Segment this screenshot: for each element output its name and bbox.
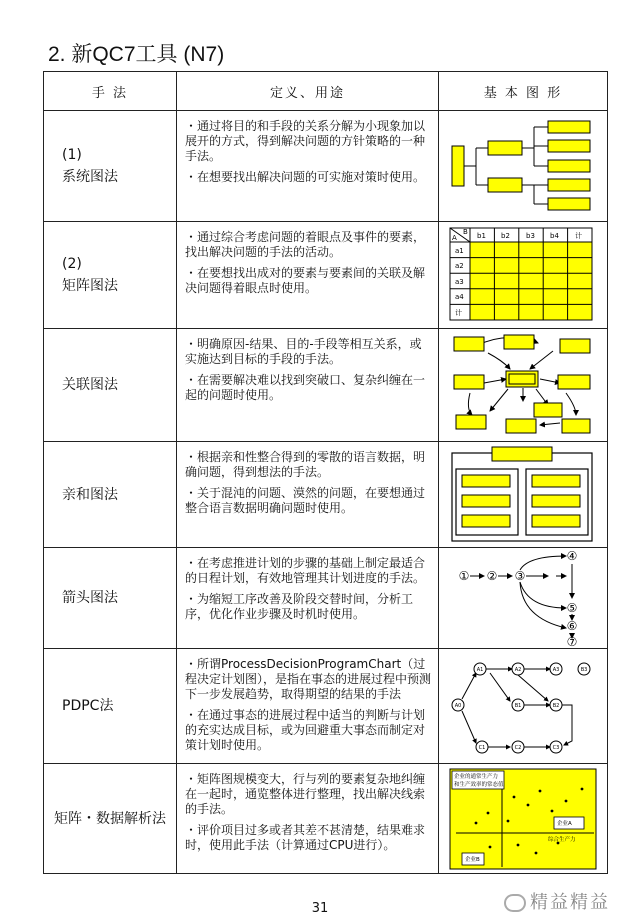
figure-cell xyxy=(439,764,608,874)
matrix-diagram xyxy=(448,226,598,324)
method-number: (2) xyxy=(62,256,82,272)
method-desc xyxy=(177,764,439,874)
scatter-x-label: 综合生产力 xyxy=(548,836,576,843)
matrix-row-label: 计 xyxy=(455,309,462,317)
scatter-point-label: 企业B xyxy=(465,856,480,863)
method-desc xyxy=(177,111,439,222)
method-name-cell xyxy=(44,649,177,764)
pdpc-node: B2 xyxy=(552,703,560,709)
desc-line: ・在想要找出解决问题的可实施对策时使用。 xyxy=(185,170,426,184)
header-definition: 定义、用途 xyxy=(177,72,439,111)
table-row xyxy=(44,111,608,222)
method-desc xyxy=(177,329,439,442)
matrix-col-label: 计 xyxy=(575,232,582,240)
header-figure: 基 本 图 形 xyxy=(439,72,608,111)
figure-cell xyxy=(439,222,608,329)
pdpc-node: B3 xyxy=(580,667,588,673)
desc-line: ・为缩短工序改善及阶段交替时间，分析工序，优化作业步骤及时机时使用。 xyxy=(185,592,414,621)
affinity-diagram xyxy=(448,445,598,545)
table-row xyxy=(44,764,608,874)
method-name-cell xyxy=(44,111,177,222)
method-name-cell xyxy=(44,329,177,442)
desc-line: ・在考虑推进计划的步骤的基础上制定最适合的日程计划，有效地管理其计划进度的手法。 xyxy=(185,556,426,585)
method-number: (1) xyxy=(62,147,82,163)
scatter-y-label: 企业的通常生产力 xyxy=(454,773,499,780)
matrix-col-label: b4 xyxy=(550,232,559,240)
method-name: 亲和图法 xyxy=(62,486,118,503)
arrow-node: ① xyxy=(458,569,470,583)
desc-line: ・评价项目过多或者其差不甚清楚，结果难求时，使用此手法（计算通过CPU进行）。 xyxy=(185,823,426,852)
pdpc-node: A0 xyxy=(454,703,462,709)
arrow-node: ⑥ xyxy=(566,619,578,633)
method-desc xyxy=(177,649,439,764)
desc-line: ・在通过事态的进展过程中适当的判断与计划的充实达成目标，或为回避重大事态而制定对策计划时使用。 xyxy=(185,708,426,752)
method-name: 矩阵・数据解析法 xyxy=(54,810,166,827)
arrow-node: ⑤ xyxy=(566,601,578,615)
method-name-cell xyxy=(44,222,177,329)
arrow-node: ② xyxy=(486,569,498,583)
method-desc xyxy=(177,442,439,548)
arrow-node: ④ xyxy=(566,549,578,563)
method-name: 矩阵图法 xyxy=(62,278,118,294)
table-row xyxy=(44,329,608,442)
scatter-y-label: 和生产效率的常态值 xyxy=(454,781,504,788)
arrow-node: ③ xyxy=(514,569,526,583)
matrix-row-label: a2 xyxy=(455,262,464,270)
n7-table xyxy=(43,71,608,874)
desc-line: ・明确原因-结果、目的-手段等相互关系，或实施达到目标的手段的手法。 xyxy=(185,337,422,366)
scatter-diagram xyxy=(448,767,598,871)
method-name: 关联图法 xyxy=(62,377,118,393)
matrix-row-label: a4 xyxy=(455,293,464,301)
desc-line: ・矩阵图规模变大，行与列的要素复杂地纠缠在一起时，通览整体进行整理，找出解决线索的手法。 xyxy=(185,772,426,816)
table-row xyxy=(44,442,608,548)
pdpc-node: B1 xyxy=(514,703,522,709)
desc-line: ・在要想找出成对的要素与要素间的关联及解决问题得着眼点时使用。 xyxy=(185,266,426,295)
figure-cell xyxy=(439,442,608,548)
desc-line: ・在需要解决难以找到突破口、复杂纠缠在一起的问题时使用。 xyxy=(185,373,426,402)
figure-cell xyxy=(439,111,608,222)
system-diagram xyxy=(448,116,598,216)
pdpc-diagram xyxy=(448,651,598,761)
method-name: 系统图法 xyxy=(62,169,118,185)
pdpc-node: A3 xyxy=(552,667,560,673)
pdpc-node: A2 xyxy=(514,667,522,673)
arrow-diagram xyxy=(448,548,598,648)
matrix-col-label: b1 xyxy=(477,232,486,240)
matrix-corner-b: B xyxy=(463,228,468,236)
figure-cell xyxy=(439,329,608,442)
pdpc-node: C1 xyxy=(478,745,486,751)
matrix-col-label: b3 xyxy=(526,232,535,240)
method-name: PDPC法 xyxy=(62,698,114,714)
method-desc xyxy=(177,548,439,649)
watermark-text: 精益精益 xyxy=(530,892,610,913)
method-name-cell xyxy=(44,548,177,649)
matrix-row-label: a1 xyxy=(455,247,464,255)
page-number: 31 xyxy=(311,901,329,916)
table-row xyxy=(44,649,608,764)
desc-line: ・所谓ProcessDecisionProgramChart（过程决定计划图），是指在事态的进展过程中预测下一步发展趋势，取得期望的结果的手法 xyxy=(185,657,432,701)
figure-cell xyxy=(439,548,608,649)
arrow-node: ⑦ xyxy=(566,635,578,648)
scatter-point-label: 企业A xyxy=(557,820,572,827)
table-row xyxy=(44,222,608,329)
figure-cell xyxy=(439,649,608,764)
matrix-row-label: a3 xyxy=(455,278,464,286)
table-header xyxy=(44,72,608,111)
header-method: 手 法 xyxy=(44,72,177,111)
page-title: 2. 新QC7工具 (N7) xyxy=(48,43,225,66)
method-name-cell xyxy=(44,764,177,874)
desc-line: ・关于混沌的问题、漠然的问题，在要想通过整合语言数据明确问题时使用。 xyxy=(185,486,426,515)
method-name: 箭头图法 xyxy=(62,590,118,606)
method-desc xyxy=(177,222,439,329)
desc-line: ・通过综合考虑问题的着眼点及事件的要素，找出解决问题的手法的活动。 xyxy=(185,230,426,259)
pdpc-node: C3 xyxy=(552,745,560,751)
desc-line: ・通过将目的和手段的关系分解为小现象加以展开的方式，得到解决问题的方针策略的一种手法。 xyxy=(185,119,426,163)
desc-line: ・根据亲和性整合得到的零散的语言数据，明确问题，得到想法的手法。 xyxy=(185,450,426,479)
pdpc-node: A1 xyxy=(476,667,484,673)
matrix-col-label: b2 xyxy=(501,232,510,240)
matrix-corner-a: A xyxy=(452,234,457,242)
pdpc-node: C2 xyxy=(514,745,522,751)
relation-diagram xyxy=(448,331,598,439)
table-row xyxy=(44,548,608,649)
method-name-cell xyxy=(44,442,177,548)
